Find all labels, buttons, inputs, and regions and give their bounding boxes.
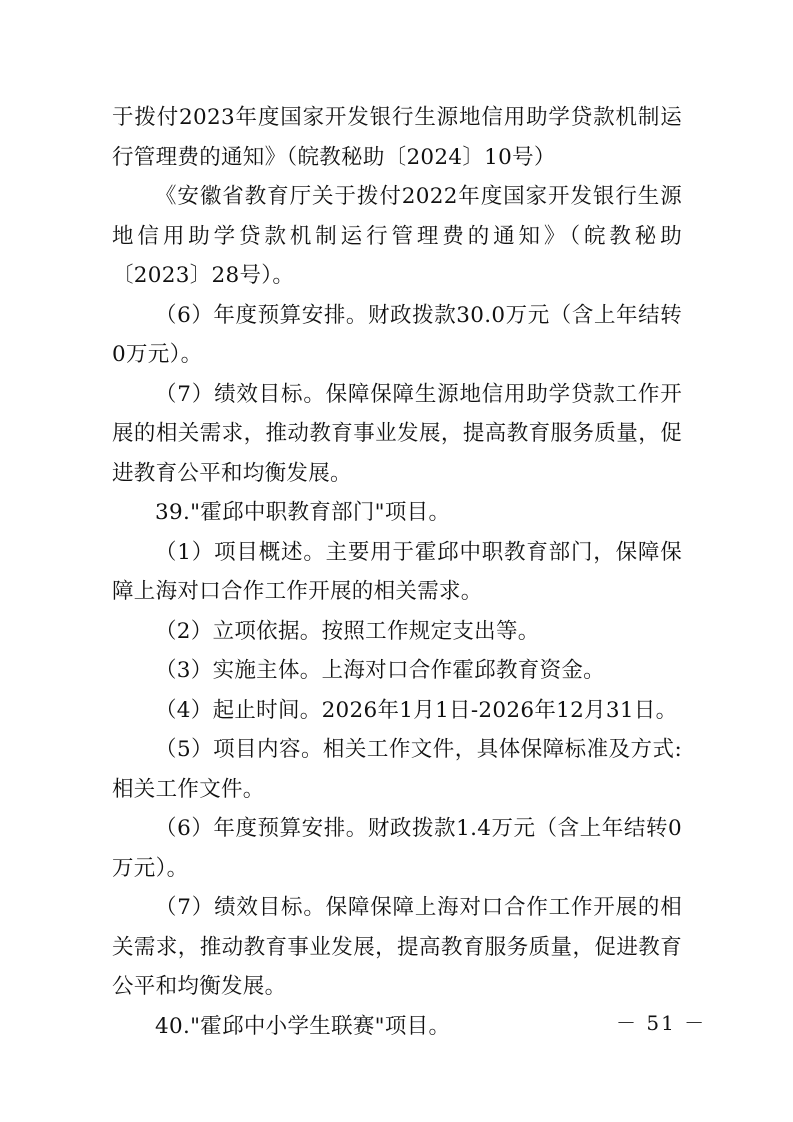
paragraph-subject-39: （3）实施主体。上海对口合作霍邱教育资金。 [155,658,605,683]
page-number: － 51 － [616,1011,707,1035]
paragraph-content-39: （5）项目内容。相关工作文件，具体保障标准及方式:相关工作文件。 [112,737,682,802]
document-body [112,98,682,1046]
paragraph-basis-39: （2）立项依据。按照工作规定支出等。 [155,618,540,644]
heading-item-40: 40."霍邱中小学生联赛"项目。 [155,1013,451,1039]
paragraph-period-39: （4）起止时间。2026年1月1日-2026年12月31日。 [155,697,678,723]
paragraph-goal-38: （7）绩效目标。保障保障生源地信用助学贷款工作开展的相关需求，推动教育事业发展，提高教育服务质量，促进教育公平和均衡发展。 [112,381,682,486]
paragraph-notice-2022: 《安徽省教育厅关于拨付2022年度国家开发银行生源地信用助学贷款机制运行管理费的通知》（皖教秘助〔2023〕28号）。 [112,184,682,288]
paragraph-overview-39: （1）项目概述。主要用于霍邱中职教育部门，保障保障上海对口合作工作开展的相关需求。 [112,539,682,604]
paragraph-budget-38: （6）年度预算安排。财政拨款30.0万元（含上年结转0万元）。 [112,302,682,367]
paragraph-budget-39: （6）年度预算安排。财政拨款1.4万元（含上年结转0万元）。 [112,816,682,881]
heading-item-39: 39."霍邱中职教育部门"项目。 [155,500,451,525]
paragraph-goal-39: （7）绩效目标。保障保障上海对口合作工作开展的相关需求，推动教育事业发展，提高教育服务质量，促进教育公平和均衡发展。 [112,895,682,999]
paragraph-notice-continuation: 于拨付2023年度国家开发银行生源地信用助学贷款机制运行管理费的通知》（皖教秘助〔2024〕10号） [112,105,682,170]
